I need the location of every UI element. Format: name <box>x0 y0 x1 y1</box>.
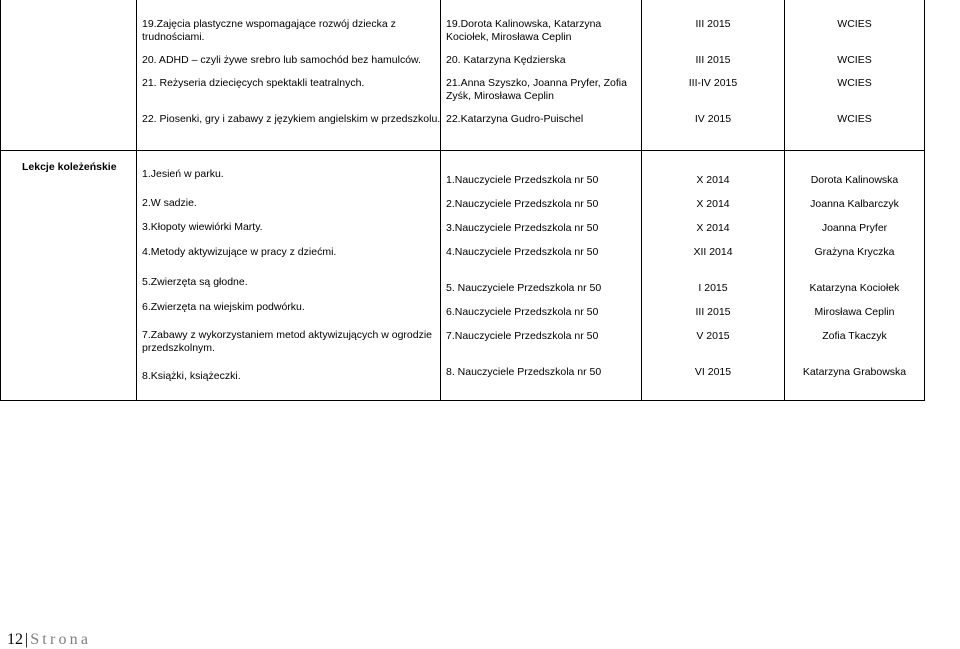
section-label: Lekcje koleżeńskie <box>22 161 117 173</box>
table-border-bottom <box>0 400 925 401</box>
lesson-topic-8: 8.Książki, książeczki. <box>142 370 241 382</box>
date-19: III 2015 <box>695 18 731 30</box>
topic-20: 20. ADHD – czyli żywe srebro lub samochód bez hamulców. <box>142 54 421 66</box>
lesson-date-3: X 2014 <box>696 222 730 234</box>
lesson-person-5: Katarzyna Kociołek <box>809 282 900 294</box>
date-21: III-IV 2015 <box>688 77 738 89</box>
lesson-topic-6: 6.Zwierzęta na wiejskim podwórku. <box>142 301 305 313</box>
section-divider <box>0 150 925 151</box>
topic-19: 19.Zajęcia plastyczne wspomagające rozwój dziecka z trudnościami. <box>142 18 396 43</box>
lesson-person-8: Katarzyna Grabowska <box>802 366 907 378</box>
lesson-date-4: XII 2014 <box>693 246 733 258</box>
lesson-person-2: Joanna Kalbarczyk <box>810 198 899 210</box>
venue-21: WCIES <box>837 77 872 89</box>
lesson-date-5: I 2015 <box>698 282 728 294</box>
lesson-performer-7: 7.Nauczyciele Przedszkola nr 50 <box>446 330 599 342</box>
lesson-date-2: X 2014 <box>696 198 730 210</box>
lesson-person-6: Mirosława Ceplin <box>814 306 895 318</box>
lesson-date-8: VI 2015 <box>694 366 732 378</box>
authors-22: 22.Katarzyna Gudro-Puischel <box>446 113 584 125</box>
lesson-performer-8: 8. Nauczyciele Przedszkola nr 50 <box>446 366 602 378</box>
lesson-date-1: X 2014 <box>696 174 730 186</box>
authors-19: 19.Dorota Kalinowska, Katarzyna Kociołek, Mirosława Ceplin <box>446 18 602 43</box>
date-20: III 2015 <box>695 54 731 66</box>
lesson-performer-6: 6.Nauczyciele Przedszkola nr 50 <box>446 306 599 318</box>
lesson-performer-3: 3.Nauczyciele Przedszkola nr 50 <box>446 222 599 234</box>
authors-20: 20. Katarzyna Kędzierska <box>446 54 566 66</box>
table-border-right <box>924 0 925 401</box>
lesson-person-3: Joanna Pryfer <box>821 222 888 234</box>
lesson-date-7: V 2015 <box>696 330 730 342</box>
column-divider-1 <box>136 0 137 401</box>
lesson-topic-1: 1.Jesień w parku. <box>142 168 224 180</box>
lesson-performer-4: 4.Nauczyciele Przedszkola nr 50 <box>446 246 599 258</box>
venue-20: WCIES <box>837 54 872 66</box>
footer-separator: | <box>25 631 29 648</box>
page-number: 12 <box>7 631 23 648</box>
lesson-topic-4: 4.Metody aktywizujące w pracy z dziećmi. <box>142 246 337 258</box>
lesson-person-4: Grażyna Kryczka <box>814 246 895 258</box>
topic-22: 22. Piosenki, gry i zabawy z językiem angielskim w przedszkolu. <box>142 113 441 125</box>
lesson-topic-3: 3.Kłopoty wiewiórki Marty. <box>142 221 263 233</box>
lesson-topic-7: 7.Zabawy z wykorzystaniem metod aktywizujących w ogrodzie przedszkolnym. <box>142 329 433 354</box>
venue-22: WCIES <box>837 113 872 125</box>
lesson-performer-1: 1.Nauczyciele Przedszkola nr 50 <box>446 174 599 186</box>
topic-21: 21. Reżyseria dziecięcych spektakli teatralnych. <box>142 77 365 89</box>
table-border-left <box>0 0 1 401</box>
lesson-person-7: Zofia Tkaczyk <box>822 330 887 342</box>
venue-19: WCIES <box>837 18 872 30</box>
column-divider-2 <box>440 0 441 401</box>
lesson-performer-2: 2.Nauczyciele Przedszkola nr 50 <box>446 198 599 210</box>
lesson-performer-5: 5. Nauczyciele Przedszkola nr 50 <box>446 282 602 294</box>
date-22: IV 2015 <box>694 113 732 125</box>
authors-21: 21.Anna Szyszko, Joanna Pryfer, Zofia Zyśk, Mirosława Ceplin <box>446 77 627 102</box>
lesson-person-1: Dorota Kalinowska <box>810 174 899 186</box>
lesson-topic-2: 2.W sadzie. <box>142 197 197 209</box>
lesson-topic-5: 5.Zwierzęta są głodne. <box>142 276 248 288</box>
page-footer <box>7 631 91 649</box>
page-label: Strona <box>30 631 92 648</box>
lesson-date-6: III 2015 <box>695 306 731 318</box>
